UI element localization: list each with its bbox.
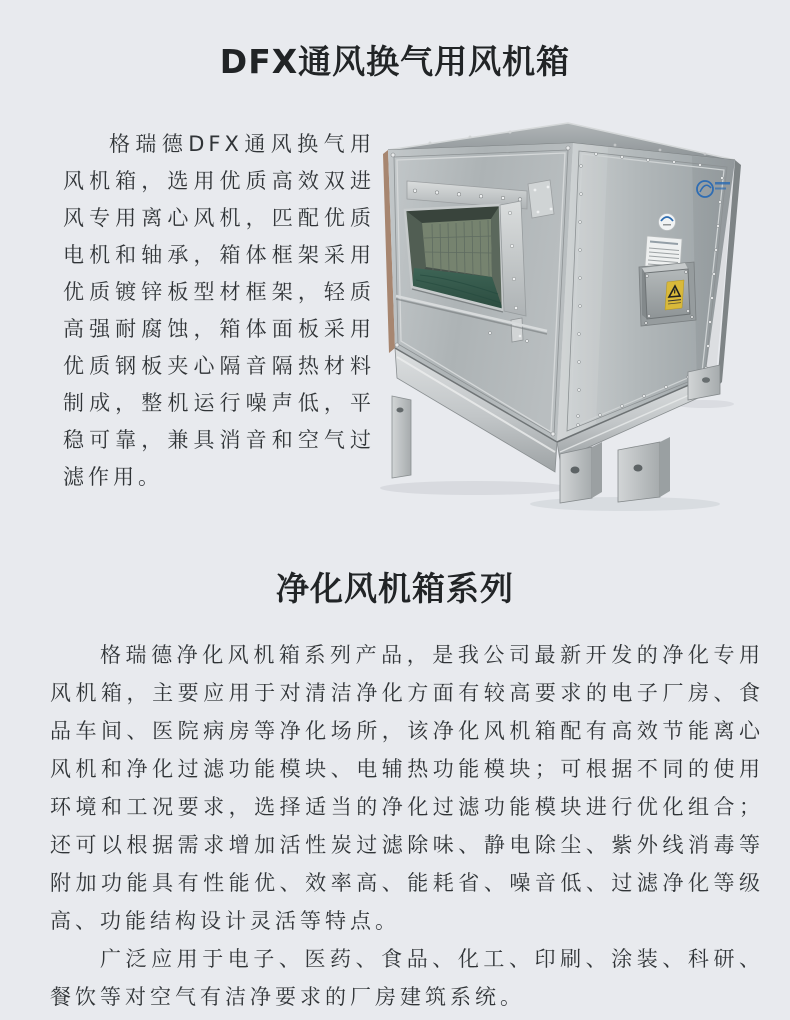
purify-paragraph-2: 广泛应用于电子、医药、食品、化工、印刷、涂装、科研、餐饮等对空气有洁净要求的厂房建筑系统。 — [50, 947, 764, 1009]
fan-box-photo — [370, 120, 790, 520]
purify-description-block — [50, 636, 764, 1016]
dfx-description: 格瑞德DFX通风换气用风机箱，选用优质高效双进风专用离心风机，匹配优质电机和轴承，箱体框架采用优质镀锌板型材框架，轻质高强耐腐蚀，箱体面板采用优质钢板夹心隔音隔热材料制成，整机运行噪声低，平稳可靠，兼具消音和空气过滤作用。 — [63, 132, 375, 489]
foot-left — [392, 396, 411, 478]
dfx-section-title: DFX通风换气用风机箱 — [219, 42, 571, 81]
junction-box — [639, 262, 696, 326]
latch-handle — [511, 318, 523, 342]
fan-box-right-face — [557, 143, 735, 442]
purify-paragraph-1: 格瑞德净化风机箱系列产品，是我公司最新开发的净化专用风机箱，主要应用于对清洁净化方面有较高要求的电子厂房、食品车间、医院病房等净化场所，该净化风机箱配有高效节能离心风机和净化过滤功能模块、电辅热功能模块；可根据不同的使用环境和工况要求，选择适当的净化过滤功能模块进行优化组合；还可以根据需求增加活性炭过滤除味、静电除尘、紫外线消毒等附加功能具有性能优、效率高、能耗省、噪音低、过滤净化等级高、功能结构设计灵活等特点。 — [50, 643, 764, 933]
foot-middle — [618, 437, 670, 502]
purify-section-title: 净化风机箱系列 — [276, 569, 514, 608]
round-sticker — [659, 214, 676, 231]
warning-triangle-icon — [665, 280, 684, 310]
